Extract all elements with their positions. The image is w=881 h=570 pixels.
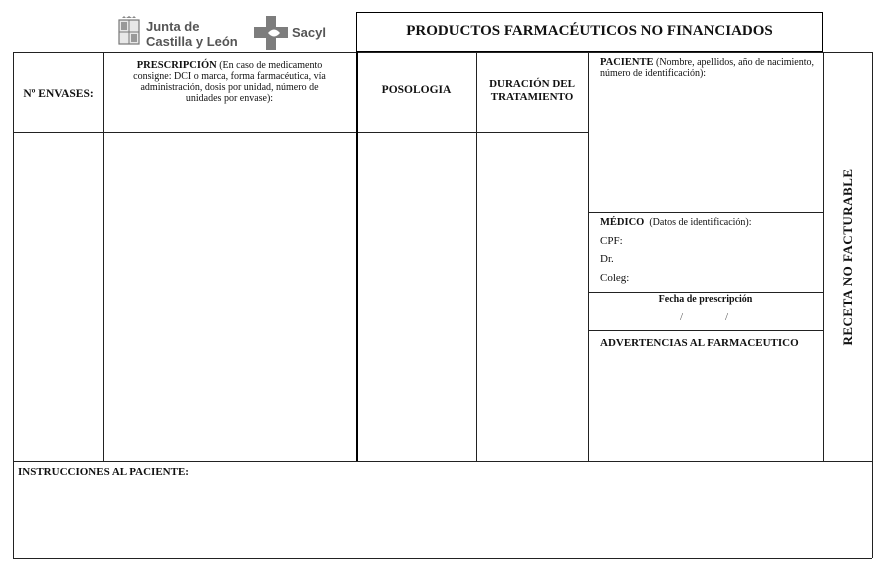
junta-line-2: Castilla y León [146,34,238,49]
header-bottom-line [13,132,588,133]
fecha-separator-1: / [680,311,684,323]
medico-title: MÉDICO [600,217,645,228]
receta-no-facturable-label: RECETA NO FACTURABLE [839,167,855,346]
instrucciones-label: INSTRUCCIONES AL PACIENTE: [18,466,189,478]
col-divider-4 [588,52,589,461]
frame-bottom-line [13,558,872,559]
medico-cpf-label: CPF: [600,235,623,247]
posologia-header: POSOLOGIA [381,84,452,96]
frame-right-line [872,52,873,558]
duracion-header: DURACIÓN DEL TRATAMIENTO [489,78,575,103]
paciente-bottom-line [588,212,823,213]
paciente-note: (Nombre, apellidos, año de nacimiento, número de identificación): [600,57,814,79]
junta-line-1: Junta de [146,19,200,34]
page-title: PRODUCTOS FARMACÉUTICOS NO FINANCIADOS [406,23,773,39]
medico-note: (Datos de identificación): [649,217,752,228]
col-divider-1 [103,52,104,461]
prescripcion-header [122,60,337,104]
fecha-label: Fecha de prescripción [658,294,753,305]
prescripcion-title: PRESCRIPCIÓN [136,60,217,71]
paciente-section [600,57,815,79]
title-box [356,12,823,52]
sacyl-label: Sacyl [292,25,326,40]
instrucciones-top-line [13,461,872,462]
envases-header: Nº ENVASES: [23,88,94,100]
medico-heading [600,217,815,228]
frame-left-line [13,52,14,558]
frame-top-line [13,52,872,53]
receta-side-label-wrap [823,52,872,461]
col-divider-3 [476,52,477,461]
medico-dr-label: Dr. [600,253,614,265]
junta-logo [116,14,236,52]
advertencias-label: ADVERTENCIAS AL FARMACEUTICO [600,337,799,349]
coat-of-arms-icon [116,16,142,50]
medico-bottom-line [588,292,823,293]
prescripcion-note: (En caso de medicamento consigne: DCI o marca, forma farmacéutica, vía administración, dosis por unidad, número de unidades por envase): [133,60,326,104]
col-divider-2 [356,52,358,461]
sacyl-logo [254,16,334,50]
sacyl-cross-icon [254,16,290,50]
paciente-title: PACIENTE [600,57,654,68]
fecha-bottom-line [588,330,823,331]
fecha-separator-2: / [725,311,729,323]
medico-coleg-label: Coleg: [600,272,630,284]
